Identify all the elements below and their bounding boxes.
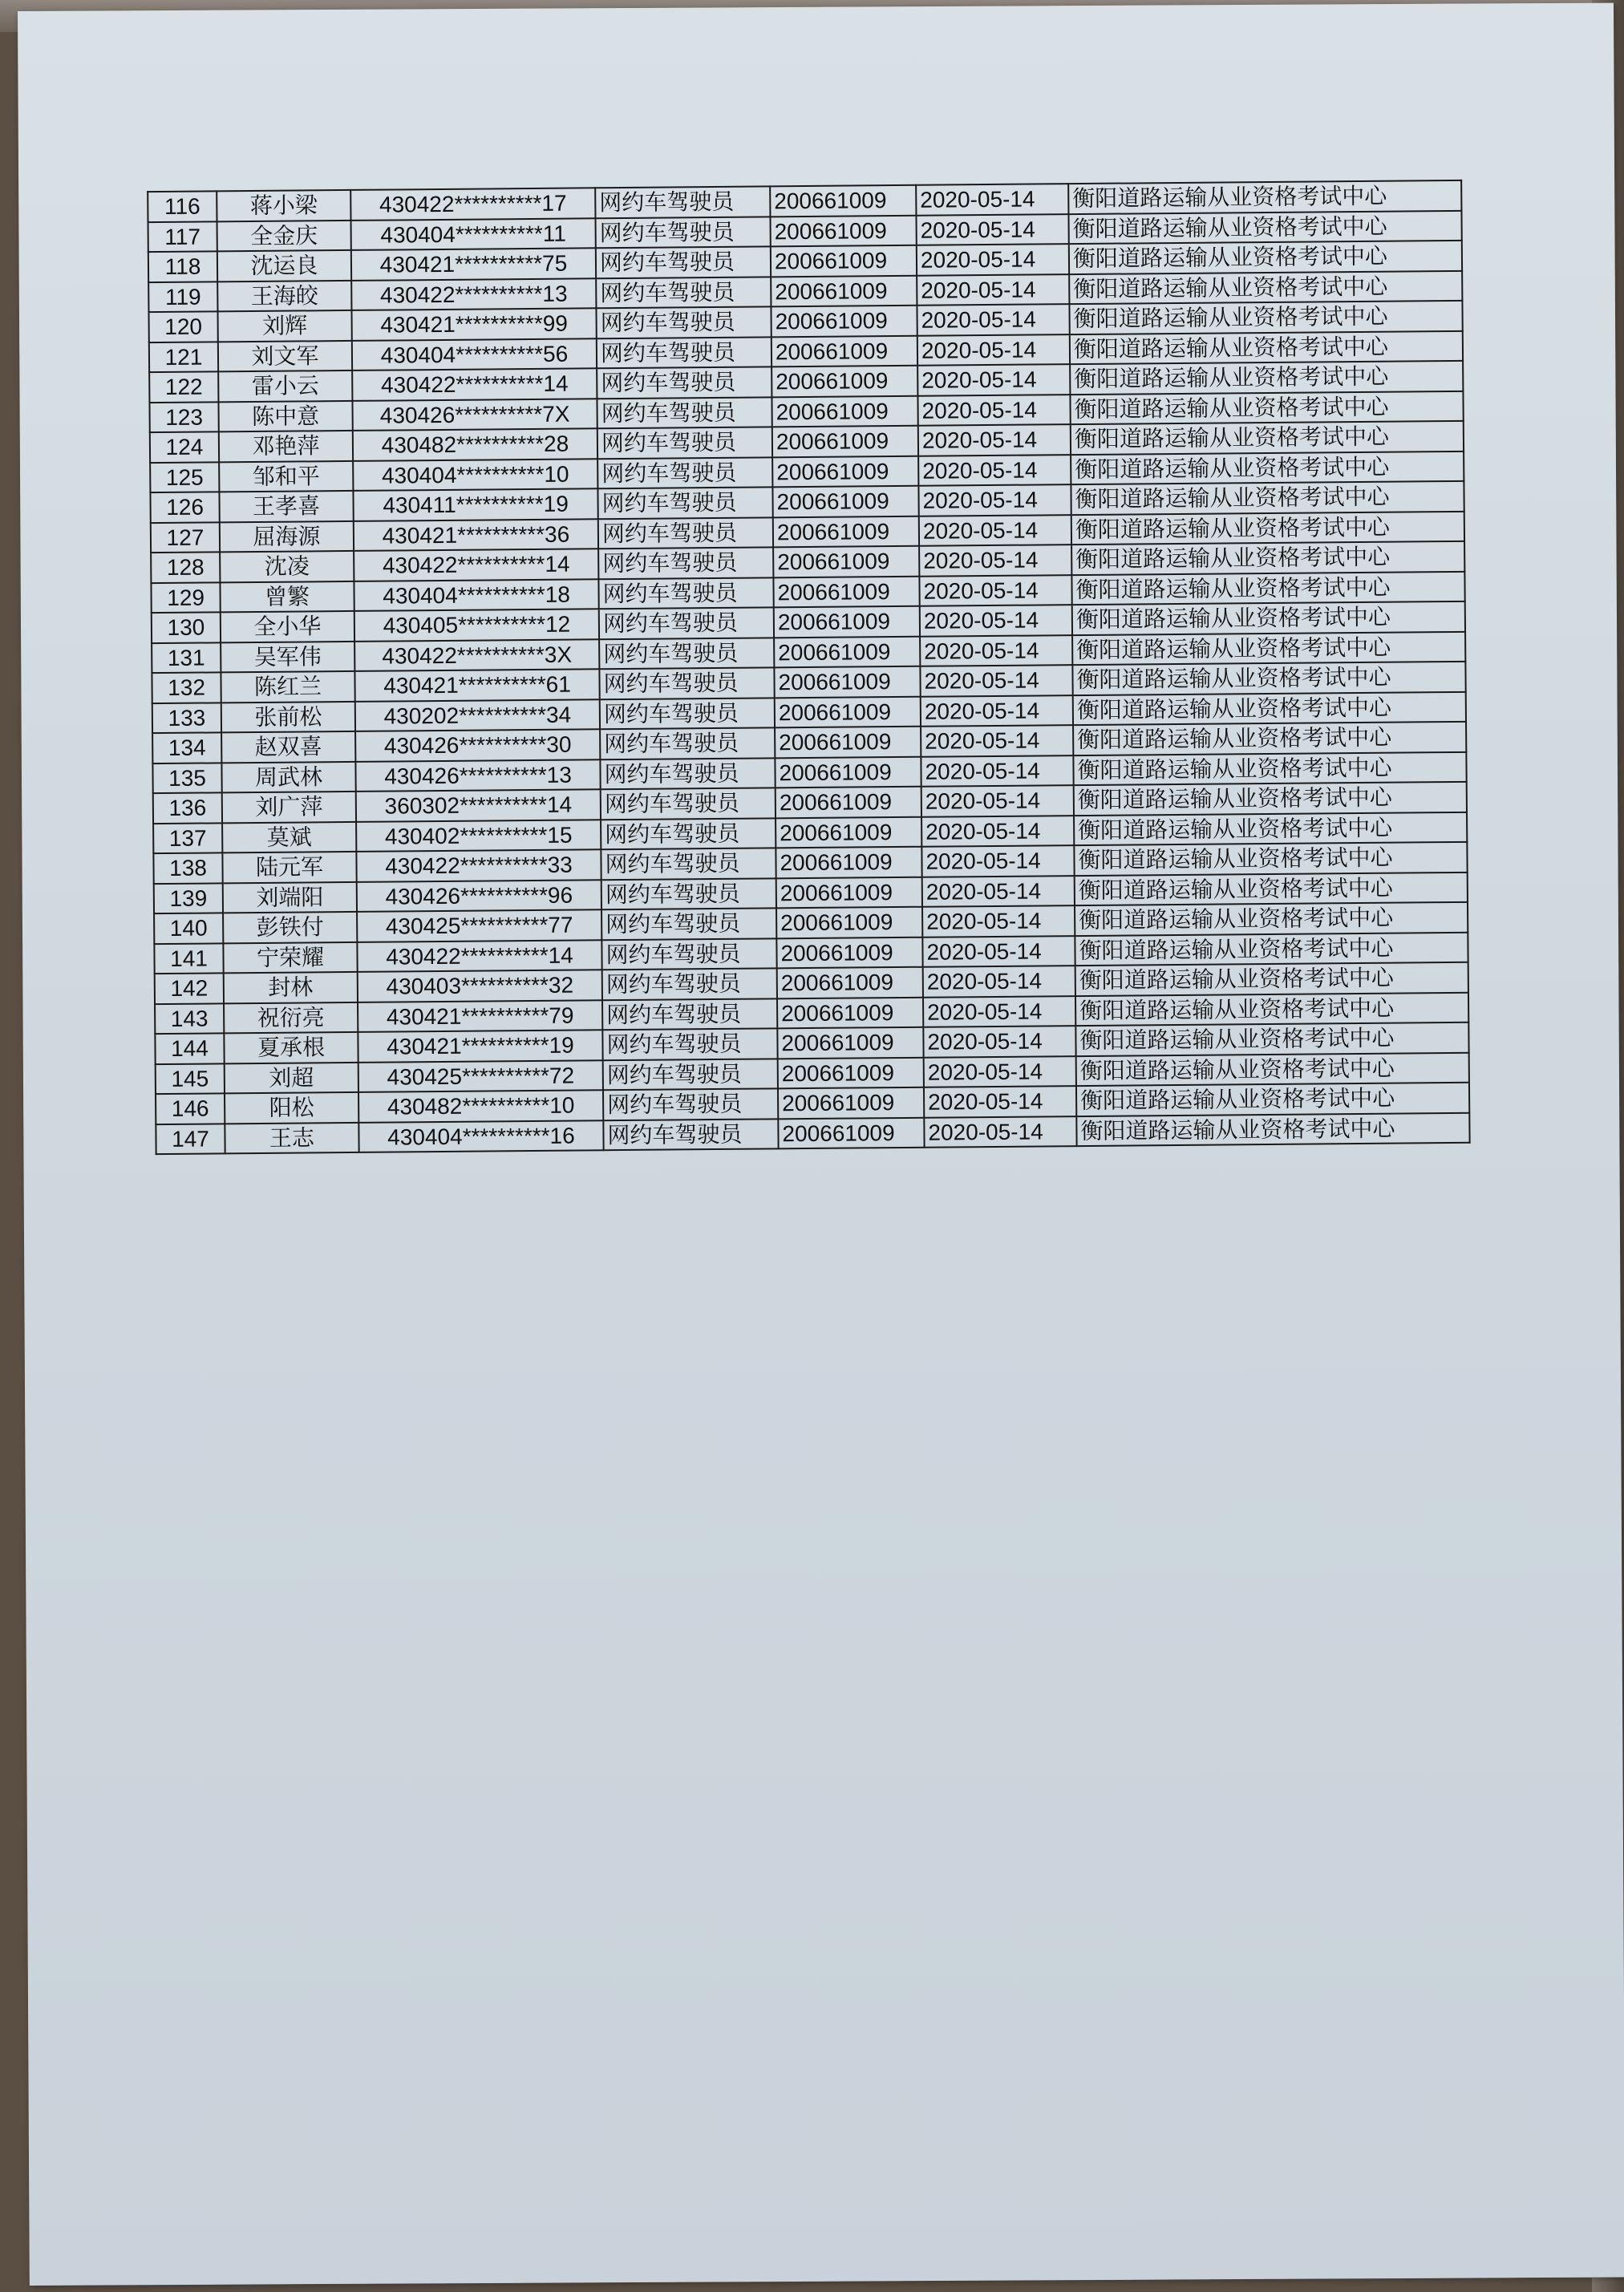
qualification-type-cell: 网约车驾驶员 [596,277,771,308]
certificate-number-cell: 200661009 [772,456,918,487]
certificate-number-cell: 200661009 [775,696,921,727]
qualification-type-cell: 网约车驾驶员 [601,908,776,939]
qualification-type-cell: 网约车驾驶员 [597,337,772,368]
issue-date-cell: 2020-05-14 [919,545,1071,576]
record-table [147,180,1470,1155]
person-name-cell: 邹和平 [219,460,353,492]
qualification-type-cell: 网约车驾驶员 [602,1028,777,1059]
certificate-number-cell: 200661009 [777,997,923,1028]
row-number-cell: 126 [150,492,219,522]
person-name-cell: 陈中意 [218,400,352,431]
row-number-cell: 145 [156,1063,225,1094]
qualification-type-cell: 网约车驾驶员 [598,577,773,609]
issue-date-cell: 2020-05-14 [917,274,1069,306]
certificate-number-cell: 200661009 [775,727,921,758]
person-name-cell: 曾繁 [220,581,354,612]
id-number-cell: 430421**********79 [358,1000,602,1032]
certificate-number-cell: 200661009 [770,215,916,246]
qualification-type-cell: 网约车驾驶员 [601,938,776,970]
person-name-cell: 周武林 [221,761,355,792]
certificate-number-cell: 200661009 [771,275,917,306]
id-number-cell: 430404**********10 [353,459,597,491]
person-name-cell: 全金庆 [217,220,351,251]
qualification-type-cell: 网约车驾驶员 [597,457,772,488]
issuing-authority-cell: 衡阳道路运输从业资格考试中心 [1072,631,1465,665]
id-number-cell: 430404**********56 [352,338,597,371]
qualification-type-cell: 网约车驾驶员 [603,1059,778,1090]
qualification-type-cell: 网约车驾驶员 [601,848,776,879]
issuing-authority-cell: 衡阳道路运输从业资格考试中心 [1070,361,1463,395]
issuing-authority-cell: 衡阳道路运输从业资格考试中心 [1068,210,1461,244]
row-number-cell: 128 [151,552,220,582]
row-number-cell: 132 [152,672,221,703]
certificate-number-cell: 200661009 [776,847,921,878]
certificate-number-cell: 200661009 [776,937,922,968]
issue-date-cell: 2020-05-14 [924,1056,1076,1087]
qualification-type-cell: 网约车驾驶员 [599,607,774,638]
person-name-cell: 蒋小梁 [217,190,350,221]
issuing-authority-cell: 衡阳道路运输从业资格考试中心 [1075,992,1468,1026]
row-number-cell: 138 [153,852,222,883]
id-number-cell: 430422**********13 [351,278,596,310]
certificate-number-cell: 200661009 [776,907,922,938]
row-number-cell: 118 [148,251,217,281]
issue-date-cell: 2020-05-14 [923,1026,1075,1057]
person-name-cell: 王志 [225,1122,358,1153]
issue-date-cell: 2020-05-14 [920,665,1072,696]
issuing-authority-cell: 衡阳道路运输从业资格考试中心 [1073,722,1466,755]
person-name-cell: 王海皎 [217,280,351,311]
issue-date-cell: 2020-05-14 [919,515,1071,546]
id-number-cell: 430403**********32 [358,970,602,1002]
person-name-cell: 沈运良 [217,250,351,281]
row-number-cell: 130 [152,612,221,642]
issuing-authority-cell: 衡阳道路运输从业资格考试中心 [1075,1022,1468,1056]
certificate-number-cell: 200661009 [772,366,917,397]
issuing-authority-cell: 衡阳道路运输从业资格考试中心 [1075,932,1468,966]
row-number-cell: 129 [151,582,220,613]
issue-date-cell: 2020-05-14 [919,575,1071,606]
qualification-type-cell: 网约车驾驶员 [597,487,772,518]
issue-date-cell: 2020-05-14 [920,605,1072,636]
person-name-cell: 王孝喜 [219,491,353,522]
issuing-authority-cell: 衡阳道路运输从业资格考试中心 [1075,962,1468,996]
issue-date-cell: 2020-05-14 [918,455,1071,486]
id-number-cell: 430426**********30 [355,729,600,761]
row-number-cell: 117 [148,221,217,252]
qualification-type-cell: 网约车驾驶员 [596,246,771,277]
id-number-cell: 360302**********14 [356,789,601,821]
row-number-cell: 124 [150,431,219,462]
id-number-cell: 430404**********18 [354,579,598,611]
id-number-cell: 430422**********14 [354,549,598,581]
row-number-cell: 141 [154,943,223,974]
row-number-cell: 142 [155,973,224,1003]
qualification-type-cell: 网约车驾驶员 [601,878,776,909]
person-name-cell: 赵双喜 [221,731,355,763]
issuing-authority-cell: 衡阳道路运输从业资格考试中心 [1071,541,1464,575]
row-number-cell: 122 [149,371,218,402]
person-name-cell: 宁荣耀 [223,942,357,973]
issuing-authority-cell: 衡阳道路运输从业资格考试中心 [1075,872,1468,905]
issuing-authority-cell: 衡阳道路运输从业资格考试中心 [1073,751,1466,785]
issue-date-cell: 2020-05-14 [917,395,1070,426]
qualification-type-cell: 网约车驾驶员 [600,758,775,789]
issue-date-cell: 2020-05-14 [922,936,1075,967]
row-number-cell: 136 [153,792,222,823]
issue-date-cell: 2020-05-14 [921,695,1073,727]
id-number-cell: 430202**********34 [355,699,600,731]
issuing-authority-cell: 衡阳道路运输从业资格考试中心 [1070,391,1463,424]
id-number-cell: 430482**********10 [358,1090,603,1122]
qualification-type-cell: 网约车驾驶员 [596,306,771,338]
person-name-cell: 刘辉 [217,310,351,342]
qualification-type-cell: 网约车驾驶员 [603,1088,778,1120]
certificate-number-cell: 200661009 [776,877,922,908]
qualification-type-cell: 网约车驾驶员 [599,638,774,669]
person-name-cell: 夏承根 [224,1032,358,1063]
id-number-cell: 430422**********33 [356,849,601,881]
issue-date-cell: 2020-05-14 [922,905,1075,937]
person-name-cell: 全小华 [221,611,354,642]
issuing-authority-cell: 衡阳道路运输从业资格考试中心 [1074,842,1467,876]
row-number-cell: 137 [153,823,222,853]
id-number-cell: 430422**********17 [350,188,595,220]
issue-date-cell: 2020-05-14 [924,1116,1076,1148]
certificate-number-cell: 200661009 [778,1087,924,1119]
certificate-number-cell: 200661009 [774,606,920,638]
id-number-cell: 430421**********19 [358,1030,602,1062]
paper-sheet [18,3,1624,2286]
issue-date-cell: 2020-05-14 [917,244,1069,275]
id-number-cell: 430425**********72 [358,1060,603,1092]
certificate-number-cell: 200661009 [773,576,919,607]
certificate-number-cell: 200661009 [770,185,916,217]
person-name-cell: 封林 [224,972,358,1003]
certificate-number-cell: 200661009 [776,787,921,818]
person-name-cell: 沈凌 [220,551,354,582]
row-number-cell: 123 [149,402,218,432]
qualification-type-cell: 网约车驾驶员 [600,698,775,729]
id-number-cell: 430425**********77 [357,909,601,942]
row-number-cell: 116 [148,191,217,221]
issue-date-cell: 2020-05-14 [918,484,1071,516]
issuing-authority-cell: 衡阳道路运输从业资格考试中心 [1072,662,1465,695]
issue-date-cell: 2020-05-14 [921,816,1074,847]
qualification-type-cell: 网约车驾驶员 [601,818,776,849]
id-number-cell: 430422**********14 [352,368,597,400]
row-number-cell: 125 [150,462,219,492]
issue-date-cell: 2020-05-14 [921,755,1073,787]
person-name-cell: 吴军伟 [221,641,354,672]
qualification-type-cell: 网约车驾驶员 [601,788,776,819]
row-number-cell: 134 [152,732,221,763]
id-number-cell: 430404**********16 [358,1120,603,1152]
issue-date-cell: 2020-05-14 [917,364,1070,395]
issue-date-cell: 2020-05-14 [923,996,1075,1027]
issue-date-cell: 2020-05-14 [918,424,1071,456]
certificate-number-cell: 200661009 [778,1117,924,1148]
issuing-authority-cell: 衡阳道路运输从业资格考试中心 [1069,301,1462,334]
row-number-cell: 147 [156,1124,225,1154]
issue-date-cell: 2020-05-14 [922,876,1075,907]
id-number-cell: 430426**********96 [357,880,601,912]
person-name-cell: 刘文军 [218,340,352,371]
id-number-cell: 430421**********36 [354,519,598,551]
issue-date-cell: 2020-05-14 [923,966,1075,997]
issuing-authority-cell: 衡阳道路运输从业资格考试中心 [1071,421,1464,455]
certificate-number-cell: 200661009 [776,816,921,848]
qualification-type-cell: 网约车驾驶员 [599,667,774,699]
issue-date-cell: 2020-05-14 [921,725,1073,756]
certificate-number-cell: 200661009 [772,486,918,517]
issuing-authority-cell: 衡阳道路运输从业资格考试中心 [1071,481,1464,515]
row-number-cell: 139 [154,883,223,913]
person-name-cell: 邓艳萍 [219,431,353,462]
issue-date-cell: 2020-05-14 [917,304,1069,335]
qualification-type-cell: 网约车驾驶员 [602,968,777,999]
issue-date-cell: 2020-05-14 [916,184,1068,215]
certificate-number-cell: 200661009 [772,335,917,366]
issuing-authority-cell: 衡阳道路运输从业资格考试中心 [1075,902,1468,936]
person-name-cell: 祝衍亮 [224,1002,358,1033]
qualification-type-cell: 网约车驾驶员 [603,1119,778,1150]
row-number-cell: 140 [154,913,223,943]
row-number-cell: 135 [152,763,221,793]
issue-date-cell: 2020-05-14 [921,785,1074,816]
person-name-cell: 刘端阳 [223,881,357,913]
qualification-type-cell: 网约车驾驶员 [600,727,775,759]
person-name-cell: 雷小云 [218,371,352,402]
id-number-cell: 430405**********12 [354,609,599,641]
qualification-type-cell: 网约车驾驶员 [597,397,772,428]
row-number-cell: 120 [148,311,217,342]
certificate-number-cell: 200661009 [772,426,918,457]
issuing-authority-cell: 衡阳道路运输从业资格考试中心 [1076,1052,1469,1086]
person-name-cell: 张前松 [221,701,355,732]
issue-date-cell: 2020-05-14 [921,845,1074,877]
issuing-authority-cell: 衡阳道路运输从业资格考试中心 [1071,511,1464,545]
row-number-cell: 131 [152,642,221,673]
issuing-authority-cell: 衡阳道路运输从业资格考试中心 [1072,601,1465,635]
certificate-number-cell: 200661009 [772,395,917,427]
qualification-type-cell: 网约车驾驶员 [595,217,770,248]
certificate-number-cell: 200661009 [773,546,919,577]
qualification-type-cell: 网约车驾驶员 [602,998,777,1030]
certificate-number-cell: 200661009 [777,1027,923,1059]
row-number-cell: 127 [151,522,220,553]
id-number-cell: 430404**********11 [351,218,596,250]
issuing-authority-cell: 衡阳道路运输从业资格考试中心 [1074,782,1467,816]
issuing-authority-cell: 衡阳道路运输从业资格考试中心 [1073,691,1466,725]
issue-date-cell: 2020-05-14 [924,1086,1076,1117]
qualification-type-cell: 网约车驾驶员 [598,517,773,549]
certificate-number-cell: 200661009 [774,666,920,698]
certificate-number-cell: 200661009 [777,967,923,998]
id-number-cell: 430426**********13 [355,759,600,792]
issuing-authority-cell: 衡阳道路运输从业资格考试中心 [1071,451,1464,484]
certificate-number-cell: 200661009 [771,306,917,337]
id-number-cell: 430426**********7X [352,399,597,431]
id-number-cell: 430421**********99 [351,308,596,340]
issuing-authority-cell: 衡阳道路运输从业资格考试中心 [1076,1083,1469,1116]
qualification-type-cell: 网约车驾驶员 [598,547,773,578]
issuing-authority-cell: 衡阳道路运输从业资格考试中心 [1069,270,1462,304]
id-number-cell: 430402**********15 [356,820,601,852]
qualification-type-cell: 网约车驾驶员 [597,427,772,458]
id-number-cell: 430482**********28 [353,428,597,460]
id-number-cell: 430421**********75 [351,248,596,280]
id-number-cell: 430422**********3X [354,639,599,671]
row-number-cell: 121 [149,342,218,372]
issuing-authority-cell: 衡阳道路运输从业资格考试中心 [1070,330,1463,364]
person-name-cell: 陆元军 [222,852,356,883]
row-number-cell: 146 [156,1093,225,1124]
id-number-cell: 430421**********61 [354,669,599,701]
certificate-number-cell: 200661009 [778,1057,924,1088]
issuing-authority-cell: 衡阳道路运输从业资格考试中心 [1071,571,1464,605]
certificate-number-cell: 200661009 [775,756,921,788]
row-number-cell: 144 [155,1033,224,1063]
row-number-cell: 133 [152,703,221,733]
issuing-authority-cell: 衡阳道路运输从业资格考试中心 [1069,241,1462,274]
issue-date-cell: 2020-05-14 [920,635,1072,666]
row-number-cell: 143 [155,1003,224,1034]
issuing-authority-cell: 衡阳道路运输从业资格考试中心 [1076,1112,1469,1146]
person-name-cell: 彭铁付 [223,912,357,943]
row-number-cell: 119 [148,281,217,312]
person-name-cell: 刘超 [225,1062,358,1093]
issue-date-cell: 2020-05-14 [916,214,1068,245]
person-name-cell: 陈红兰 [221,671,354,703]
person-name-cell: 莫斌 [222,821,356,852]
id-number-cell: 430422**********14 [357,940,601,972]
certificate-number-cell: 200661009 [771,245,917,277]
issuing-authority-cell: 衡阳道路运输从业资格考试中心 [1074,812,1467,845]
person-name-cell: 阳松 [225,1092,358,1124]
record-rows [148,180,1469,1154]
certificate-number-cell: 200661009 [773,516,919,547]
person-name-cell: 屈海源 [220,520,354,552]
qualification-type-cell: 网约车驾驶员 [595,186,770,217]
issuing-authority-cell: 衡阳道路运输从业资格考试中心 [1068,180,1461,214]
person-name-cell: 刘广萍 [222,792,356,823]
issue-date-cell: 2020-05-14 [917,334,1070,366]
certificate-number-cell: 200661009 [774,636,920,667]
qualification-type-cell: 网约车驾驶员 [597,366,772,398]
id-number-cell: 430411**********19 [353,488,597,520]
